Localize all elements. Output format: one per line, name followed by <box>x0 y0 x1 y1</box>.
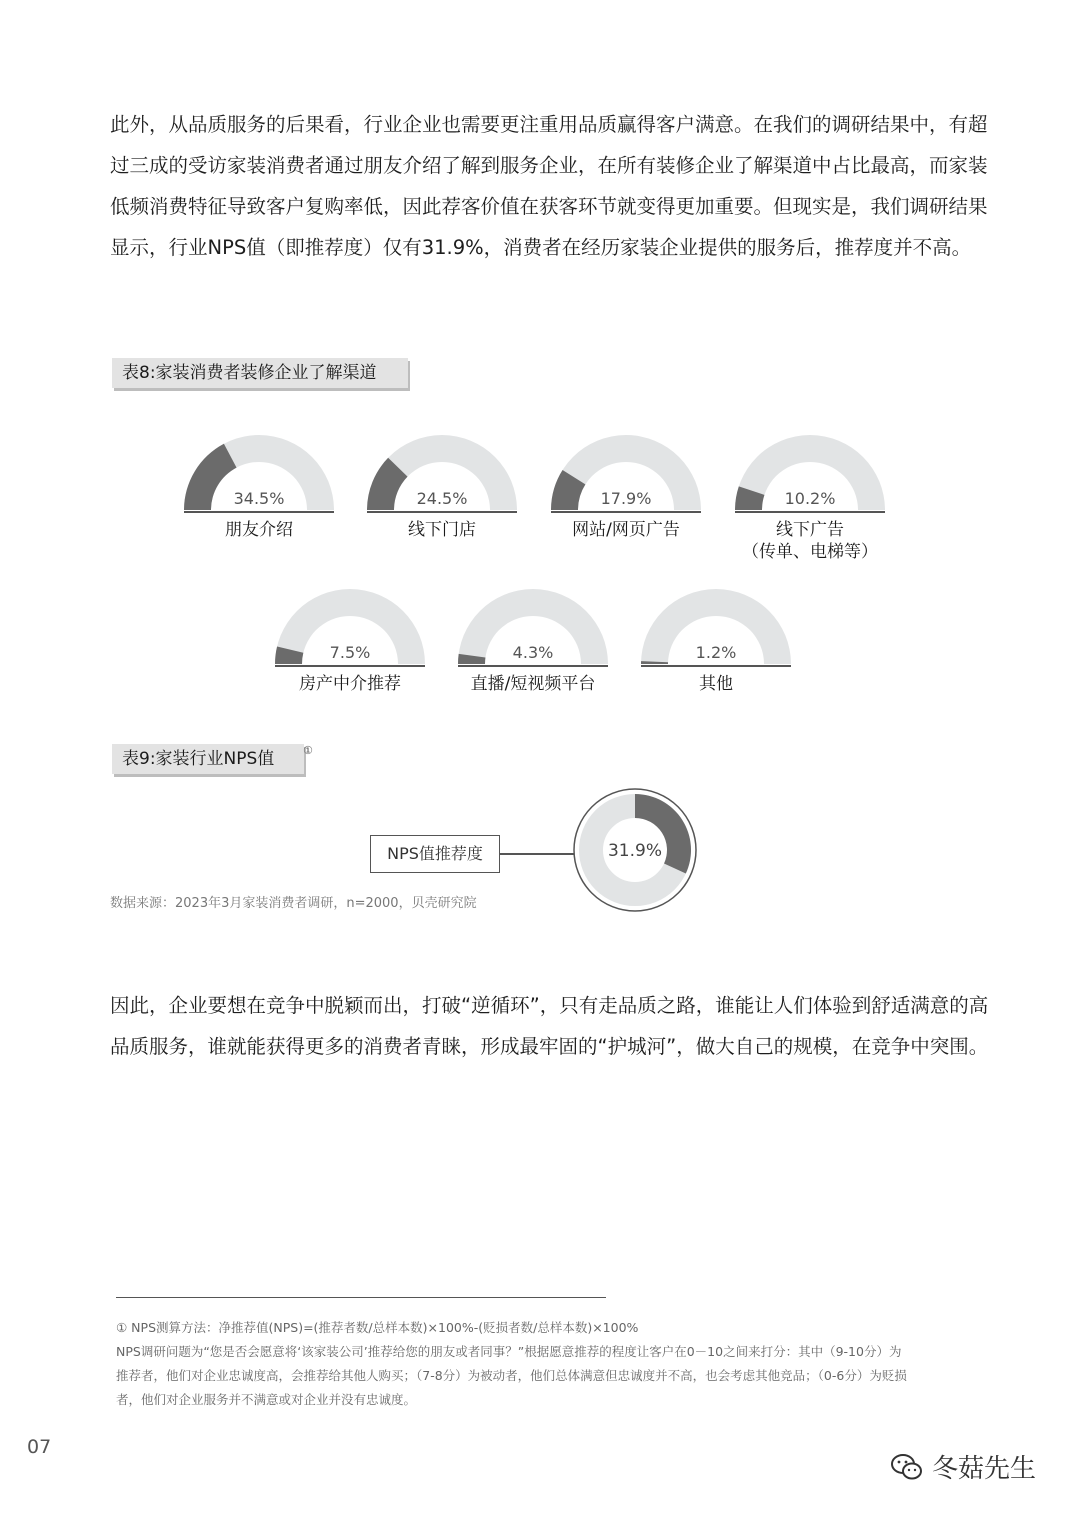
footnote-marker: ① <box>303 744 313 757</box>
gauge-svg <box>458 587 608 669</box>
gauge-value-label: 34.5% <box>233 489 285 508</box>
gauge-item <box>184 433 334 541</box>
gauge-svg <box>735 433 885 515</box>
gauge-item <box>641 587 791 695</box>
gauge-value-label: 24.5% <box>416 489 468 508</box>
gauge-svg <box>551 433 701 515</box>
nps-label-box: NPS值推荐度 <box>370 835 500 873</box>
gauge-svg <box>367 433 517 515</box>
footnote <box>116 1316 976 1412</box>
gauge-value-label: 4.3% <box>512 643 554 662</box>
gauge-category-label: 房产中介推荐 <box>299 674 401 694</box>
gauge-item <box>367 433 517 541</box>
gauge-svg <box>641 587 791 669</box>
table9-title: 表9:家装行业NPS值 <box>112 744 304 774</box>
gauge-svg <box>275 587 425 669</box>
footnote-line: NPS调研问题为“您是否会愿意将‘该家装公司’推荐给您的朋友或者同事？”根据愿意推荐的程度让客户在0－10之间来打分：其中（9-10分）为 <box>116 1344 902 1359</box>
gauge-value-label: 17.9% <box>600 489 652 508</box>
gauge-category-label: 网站/网页广告 <box>572 520 680 540</box>
gauge-value-label: 10.2% <box>784 489 836 508</box>
wechat-icon <box>890 1452 924 1482</box>
watermark <box>890 1448 1036 1485</box>
gauge-category-label: 其他 <box>699 674 733 694</box>
gauge-item <box>275 587 425 695</box>
gauge-category-label: 线下广告 <box>776 520 844 540</box>
footnote-line: 者，他们对企业服务并不满意或对企业并没有忠诚度。 <box>116 1392 417 1407</box>
page-number: 07 <box>27 1436 52 1458</box>
gauge-item <box>551 433 701 541</box>
gauge-svg <box>184 433 334 515</box>
table8-title: 表8:家装消费者装修企业了解渠道 <box>112 358 408 388</box>
footnote-divider <box>116 1297 606 1298</box>
nps-donut-chart <box>571 786 699 914</box>
nps-connector-line <box>500 853 574 855</box>
data-source-note: 数据来源：2023年3月家装消费者调研，n=2000，贝壳研究院 <box>110 896 477 911</box>
gauge-value-label: 1.2% <box>695 643 737 662</box>
watermark-text: 冬菇先生 <box>932 1454 1037 1484</box>
gauge-item <box>458 587 608 695</box>
nps-donut-value-arc <box>635 794 691 874</box>
footnote-line: 推荐者，他们对企业忠诚度高，会推荐给其他人购买；（7-8分）为被动者，他们总体满意但忠诚度并不高，也会考虑其他竞品；（0-6分）为贬损 <box>116 1368 907 1383</box>
gauge-category-sublabel: （传单、电梯等） <box>742 542 878 562</box>
conclusion-paragraph: 因此，企业要想在竞争中脱颖而出，打破“逆循环”，只有走品质之路，谁能让人们体验到舒适满意的高品质服务，谁就能获得更多的消费者青睐，形成最牢固的“护城河”，做大自己的规模，在竞争中突围。 <box>110 994 989 1058</box>
intro-paragraph: 此外，从品质服务的后果看，行业企业也需要更注重用品质赢得客户满意。在我们的调研结果中，有超过三成的受访家装消费者通过朋友介绍了解到服务企业，在所有装修企业了解渠道中占比最高，而家装低频消费特征导致客户复购率低，因此荐客价值在获客环节就变得更加重要。但现实是，我们调研结果显示，行业NPS值（即推荐度）仅有31.9%，消费者在经历家装企业提供的服务后，推荐度并不高。 <box>110 113 988 259</box>
nps-donut-value-label: 31.9% <box>607 841 663 861</box>
gauge-fill <box>184 444 237 510</box>
gauge-category-label: 朋友介绍 <box>225 520 293 540</box>
footnote-line: ① NPS测算方法：净推荐值(NPS)=(推荐者数/总样本数)×100%-(贬损者数/总样本数)×100% <box>116 1320 639 1335</box>
gauge-category-label: 直播/短视频平台 <box>470 674 596 694</box>
gauge-value-label: 7.5% <box>329 643 371 662</box>
gauge-category-label: 线下门店 <box>408 520 476 540</box>
gauge-item <box>735 433 885 563</box>
